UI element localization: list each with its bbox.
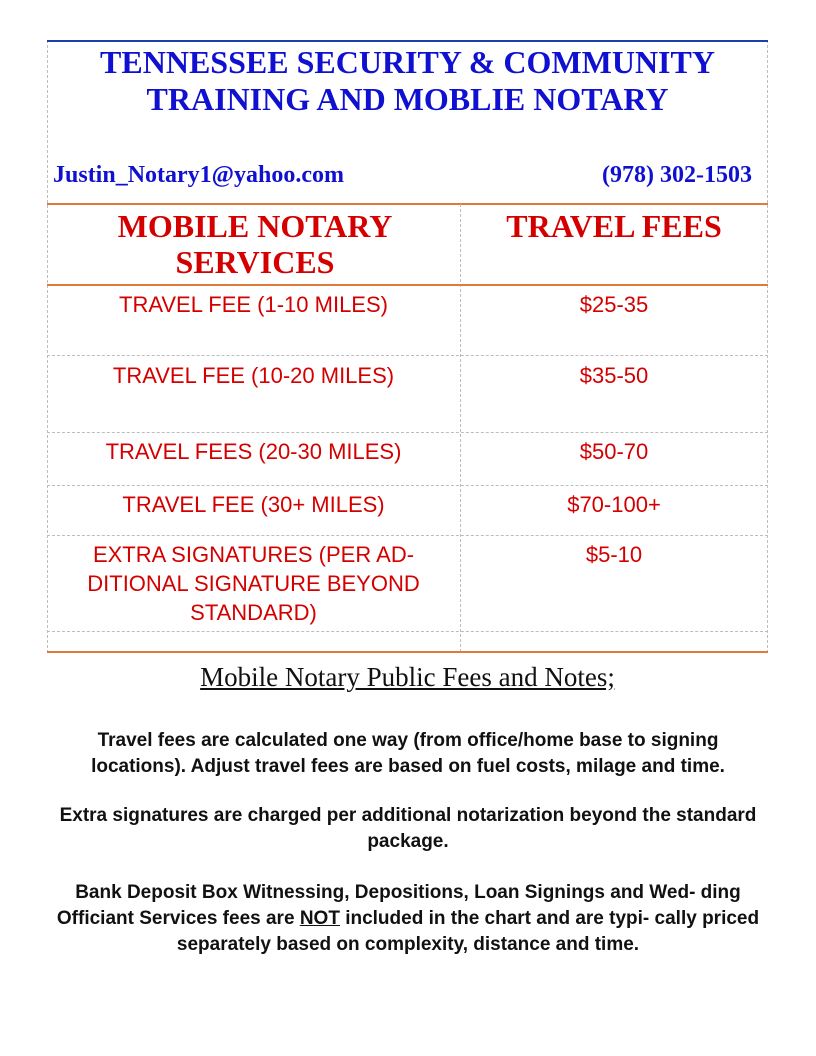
table-row-5-fee: $5-10: [585, 542, 643, 567]
row-divider: [47, 485, 768, 486]
column-divider: [460, 204, 461, 652]
row-divider: [47, 355, 768, 356]
table-top-rule: [47, 203, 768, 205]
note-not-emphasis: NOT: [299, 908, 340, 929]
table-row-3-fee: $50-70: [579, 439, 649, 464]
note-excluded-text-1: Bank Deposit Box Witnessing, Depositions, Loan Signings and Wed- ding Officiant Services fees are: [56, 882, 741, 929]
row-divider: [47, 631, 768, 632]
note-excluded-services: [52, 880, 764, 958]
table-row-4-fee: $70-100+: [567, 492, 661, 517]
table-row-2-fee: $35-50: [579, 363, 649, 388]
page-title: [47, 44, 768, 118]
table-row-3-service: TRAVEL FEES (20-30 MILES): [105, 439, 402, 464]
header-bottom-rule: [47, 284, 768, 286]
note-excluded-text-2: included in the chart and are typi- cally priced separately based on complexity, distance and time.: [176, 908, 760, 955]
notes-heading: Mobile Notary Public Fees and Notes;: [200, 662, 615, 692]
table-row-1-fee: $25-35: [579, 292, 649, 317]
column-header-fees: TRAVEL FEES: [506, 208, 722, 244]
table-row-5-service: EXTRA SIGNATURES (PER AD- DITIONAL SIGNATURE BEYOND STANDARD): [87, 542, 420, 625]
table-row-2-service: TRAVEL FEE (10-20 MILES): [112, 363, 395, 388]
title-line-1: TENNESSEE SECURITY & COMMUNITY: [100, 44, 715, 80]
row-divider: [47, 432, 768, 433]
title-line-2: TRAINING AND MOBLIE NOTARY: [146, 81, 669, 117]
row-divider: [47, 535, 768, 536]
table-bottom-rule: [47, 651, 768, 653]
column-header-services: MOBILE NOTARY SERVICES: [117, 208, 393, 280]
contact-email: Justin_Notary1@yahoo.com: [53, 162, 344, 188]
top-border: [47, 40, 768, 42]
contact-phone: (978) 302-1503: [602, 162, 752, 188]
table-row-1-service: TRAVEL FEE (1-10 MILES): [119, 292, 388, 317]
table-row-4-service: TRAVEL FEE (30+ MILES): [122, 492, 385, 517]
note-travel-fees: Travel fees are calculated one way (from office/home base to signing locations). Adjust travel fees are based on fuel costs, milage and time.: [91, 730, 725, 777]
note-extra-signatures: Extra signatures are charged per additional notarization beyond the standard package.: [59, 805, 757, 852]
